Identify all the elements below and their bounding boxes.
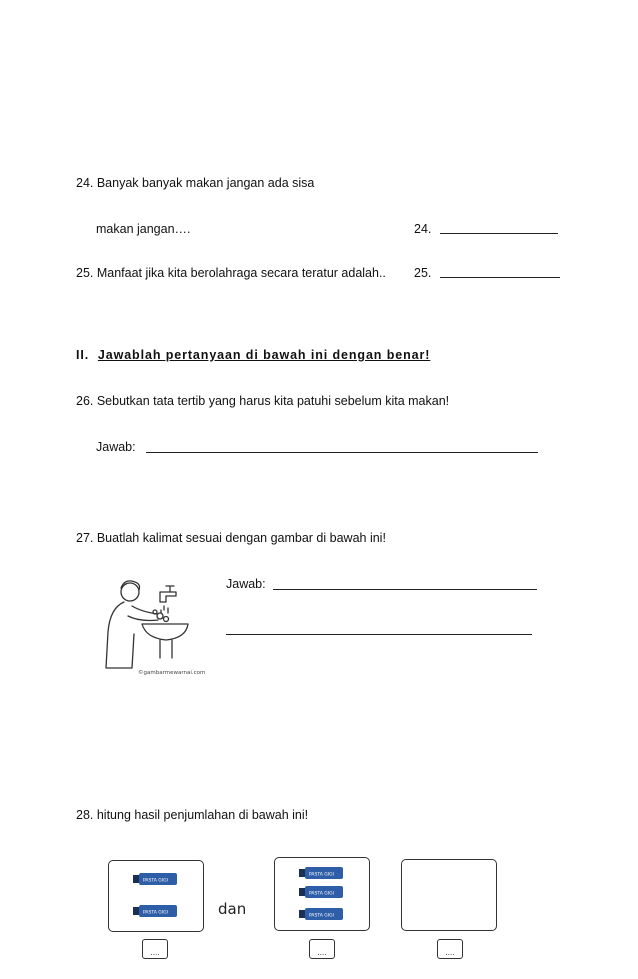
count-box-1[interactable] bbox=[142, 939, 168, 959]
count-box-1-blank: .... bbox=[150, 948, 160, 957]
toothpaste-tube-icon bbox=[299, 885, 345, 899]
count-box-2-blank: .... bbox=[317, 948, 327, 957]
q27-answer-line-2[interactable] bbox=[226, 634, 532, 635]
section-title: Jawablah pertanyaan di bawah ini dengan benar! bbox=[97, 348, 431, 362]
toothpaste-tube-icon bbox=[299, 866, 345, 880]
dan-label: dan bbox=[218, 900, 247, 918]
tube-box-1 bbox=[108, 860, 204, 932]
image-credit: ©gambarmewarnai.com bbox=[138, 670, 206, 676]
q24-answer-line[interactable] bbox=[440, 233, 558, 234]
svg-text:PASTA GIGI: PASTA GIGI bbox=[309, 872, 334, 878]
q24-text-line1: 24. Banyak banyak makan jangan ada sisa bbox=[76, 176, 315, 190]
q26-answer-label: Jawab: bbox=[96, 440, 136, 454]
q27-answer-line-1[interactable] bbox=[273, 589, 537, 590]
q28-text: 28. hitung hasil penjumlahan di bawah ini! bbox=[76, 808, 309, 822]
q25-answer-label: 25. bbox=[414, 266, 432, 280]
svg-text:PASTA GIGI: PASTA GIGI bbox=[143, 910, 168, 916]
toothpaste-tube-icon bbox=[133, 904, 179, 918]
section-heading bbox=[76, 348, 430, 362]
q24-text-line2: makan jangan…. bbox=[96, 222, 191, 236]
svg-text:PASTA GIGI: PASTA GIGI bbox=[309, 891, 334, 897]
q26-text: 26. Sebutkan tata tertib yang harus kita patuhi sebelum kita makan! bbox=[76, 394, 450, 408]
q25-text: 25. Manfaat jika kita berolahraga secara teratur adalah.. bbox=[76, 266, 386, 280]
answer-box[interactable] bbox=[401, 859, 497, 931]
toothpaste-tube-icon bbox=[299, 907, 345, 921]
toothpaste-tube-icon bbox=[133, 872, 179, 886]
svg-text:PASTA GIGI: PASTA GIGI bbox=[143, 878, 168, 884]
q27-text: 27. Buatlah kalimat sesuai dengan gambar di bawah ini! bbox=[76, 531, 386, 545]
q26-answer-line[interactable] bbox=[146, 452, 538, 453]
q24-answer-label: 24. bbox=[414, 222, 432, 236]
section-number: II. bbox=[76, 348, 90, 362]
count-box-3[interactable] bbox=[437, 939, 463, 959]
tube-box-2 bbox=[274, 857, 370, 931]
count-box-2[interactable] bbox=[309, 939, 335, 959]
q27-answer-label: Jawab: bbox=[226, 577, 266, 591]
count-box-3-blank: .... bbox=[445, 948, 455, 957]
svg-text:PASTA GIGI: PASTA GIGI bbox=[309, 913, 334, 919]
handwashing-illustration bbox=[98, 572, 214, 682]
q25-answer-line[interactable] bbox=[440, 277, 560, 278]
